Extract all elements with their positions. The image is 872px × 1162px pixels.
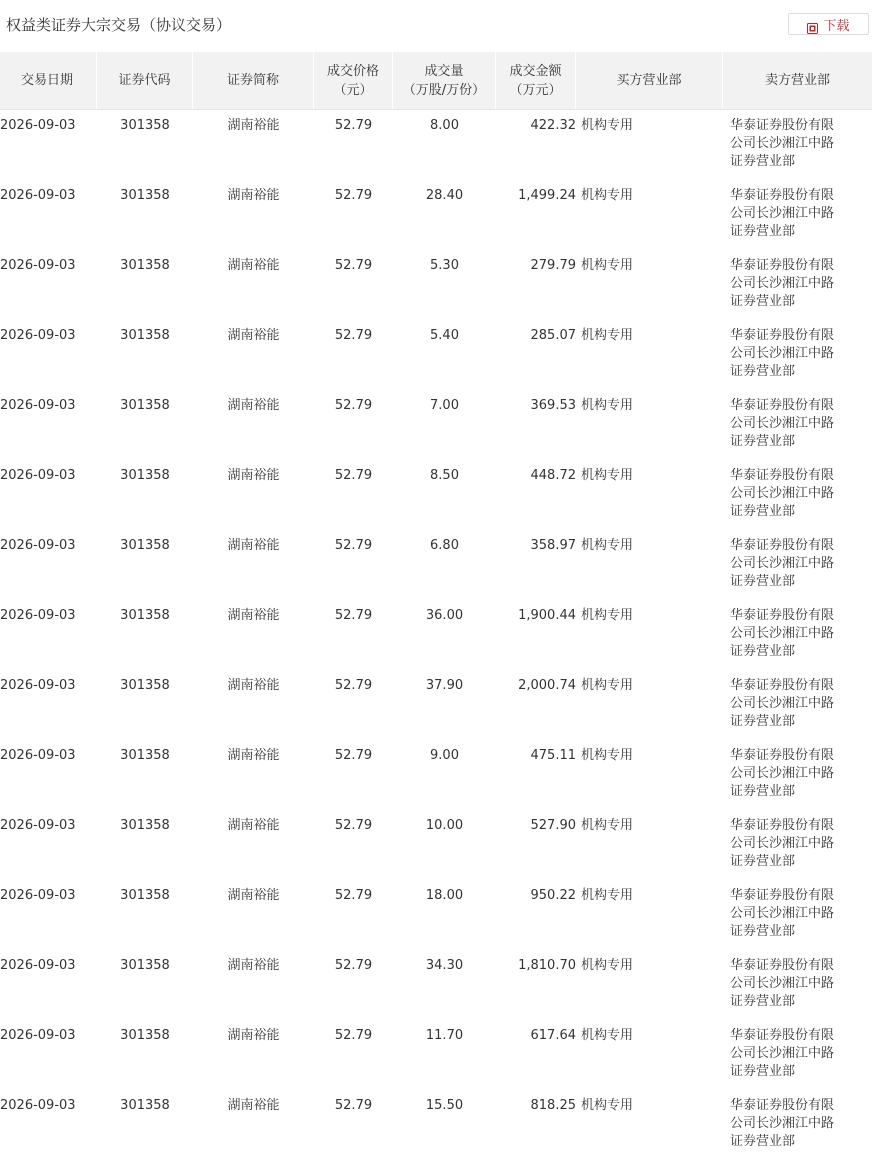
cell-volume: 11.70 xyxy=(425,1028,464,1043)
cell-security-name: 湖南裕能 xyxy=(227,608,280,623)
cell-price: 52.79 xyxy=(334,818,373,833)
cell-volume: 37.90 xyxy=(425,678,464,693)
table-row xyxy=(0,390,872,460)
cell-amount: 475.11 xyxy=(530,748,576,763)
cell-volume: 5.30 xyxy=(430,258,459,273)
column-header-security-code: 证券代码 xyxy=(97,52,193,109)
cell-trade-date: 2026-09-03 xyxy=(0,328,76,343)
cell-seller: 华泰证券股份有限公司长沙湘江中路证券营业部 xyxy=(730,888,835,939)
cell-amount: 369.53 xyxy=(530,398,576,413)
cell-buyer: 机构专用 xyxy=(581,468,634,483)
cell-buyer: 机构专用 xyxy=(581,118,634,133)
cell-seller: 华泰证券股份有限公司长沙湘江中路证券营业部 xyxy=(730,678,835,729)
cell-amount: 285.07 xyxy=(530,328,576,343)
table-row xyxy=(0,600,872,670)
cell-amount: 2,000.74 xyxy=(518,678,576,693)
cell-security-code: 301358 xyxy=(120,328,170,343)
cell-security-code: 301358 xyxy=(120,818,170,833)
cell-trade-date: 2026-09-03 xyxy=(0,608,76,623)
cell-amount: 279.79 xyxy=(530,258,576,273)
cell-security-code: 301358 xyxy=(120,1028,170,1043)
cell-volume: 6.80 xyxy=(430,538,459,553)
cell-buyer: 机构专用 xyxy=(581,188,634,203)
cell-security-code: 301358 xyxy=(120,398,170,413)
cell-buyer: 机构专用 xyxy=(581,538,634,553)
cell-amount: 1,810.70 xyxy=(518,958,576,973)
cell-volume: 34.30 xyxy=(425,958,464,973)
cell-security-name: 湖南裕能 xyxy=(227,328,280,343)
cell-security-name: 湖南裕能 xyxy=(227,748,280,763)
cell-volume: 5.40 xyxy=(430,328,459,343)
cell-security-code: 301358 xyxy=(120,258,170,273)
table-row xyxy=(0,810,872,880)
cell-amount: 818.25 xyxy=(530,1098,576,1113)
cell-volume: 10.00 xyxy=(425,818,464,833)
cell-security-name: 湖南裕能 xyxy=(227,468,280,483)
cell-price: 52.79 xyxy=(334,258,373,273)
cell-trade-date: 2026-09-03 xyxy=(0,468,76,483)
cell-price: 52.79 xyxy=(334,1028,373,1043)
cell-security-code: 301358 xyxy=(120,678,170,693)
cell-volume: 8.50 xyxy=(430,468,459,483)
cell-seller: 华泰证券股份有限公司长沙湘江中路证券营业部 xyxy=(730,188,835,239)
cell-security-code: 301358 xyxy=(120,958,170,973)
cell-seller: 华泰证券股份有限公司长沙湘江中路证券营业部 xyxy=(730,538,835,589)
cell-trade-date: 2026-09-03 xyxy=(0,748,76,763)
cell-security-name: 湖南裕能 xyxy=(227,118,280,133)
cell-security-name: 湖南裕能 xyxy=(227,188,280,203)
cell-security-code: 301358 xyxy=(120,1098,170,1113)
cell-price: 52.79 xyxy=(334,398,373,413)
cell-price: 52.79 xyxy=(334,888,373,903)
table-row xyxy=(0,740,872,810)
cell-price: 52.79 xyxy=(334,328,373,343)
cell-security-name: 湖南裕能 xyxy=(227,258,280,273)
cell-amount: 950.22 xyxy=(530,888,576,903)
cell-seller: 华泰证券股份有限公司长沙湘江中路证券营业部 xyxy=(730,258,835,309)
column-header-trade-date: 交易日期 xyxy=(0,52,97,109)
cell-amount: 422.32 xyxy=(530,118,576,133)
cell-volume: 28.40 xyxy=(425,188,464,203)
table-row xyxy=(0,530,872,600)
cell-trade-date: 2026-09-03 xyxy=(0,818,76,833)
column-header-volume: 成交量 （万股/万份） xyxy=(393,52,496,109)
cell-volume: 15.50 xyxy=(425,1098,464,1113)
cell-price: 52.79 xyxy=(334,608,373,623)
table-row xyxy=(0,1090,872,1160)
table-row xyxy=(0,950,872,1020)
cell-trade-date: 2026-09-03 xyxy=(0,118,76,133)
column-header-seller: 卖方营业部 xyxy=(764,73,830,88)
table-row xyxy=(0,1020,872,1090)
cell-seller: 华泰证券股份有限公司长沙湘江中路证券营业部 xyxy=(730,1098,835,1149)
column-header-price: 成交价格 （元） xyxy=(314,52,393,109)
cell-security-name: 湖南裕能 xyxy=(227,678,280,693)
page-title: 权益类证券大宗交易（协议交易） xyxy=(6,16,232,34)
cell-volume: 36.00 xyxy=(425,608,464,623)
cell-price: 52.79 xyxy=(334,678,373,693)
table-row xyxy=(0,180,872,250)
cell-price: 52.79 xyxy=(334,1098,373,1113)
cell-buyer: 机构专用 xyxy=(581,818,634,833)
cell-amount: 1,499.24 xyxy=(518,188,576,203)
cell-seller: 华泰证券股份有限公司长沙湘江中路证券营业部 xyxy=(730,468,835,519)
column-header-security-name: 证券简称 xyxy=(193,52,314,109)
cell-security-name: 湖南裕能 xyxy=(227,1028,280,1043)
cell-trade-date: 2026-09-03 xyxy=(0,258,76,273)
table-row xyxy=(0,320,872,390)
cell-trade-date: 2026-09-03 xyxy=(0,1028,76,1043)
cell-seller: 华泰证券股份有限公司长沙湘江中路证券营业部 xyxy=(730,328,835,379)
cell-buyer: 机构专用 xyxy=(581,608,634,623)
cell-price: 52.79 xyxy=(334,188,373,203)
download-button[interactable] xyxy=(788,13,869,35)
cell-security-code: 301358 xyxy=(120,468,170,483)
cell-security-name: 湖南裕能 xyxy=(227,1098,280,1113)
cell-security-code: 301358 xyxy=(120,608,170,623)
cell-amount: 1,900.44 xyxy=(518,608,576,623)
cell-buyer: 机构专用 xyxy=(581,748,634,763)
cell-price: 52.79 xyxy=(334,118,373,133)
cell-buyer: 机构专用 xyxy=(581,888,634,903)
table-row xyxy=(0,880,872,950)
cell-seller: 华泰证券股份有限公司长沙湘江中路证券营业部 xyxy=(730,958,835,1009)
title-bar xyxy=(0,0,872,50)
cell-price: 52.79 xyxy=(334,468,373,483)
cell-trade-date: 2026-09-03 xyxy=(0,678,76,693)
cell-seller: 华泰证券股份有限公司长沙湘江中路证券营业部 xyxy=(730,818,835,869)
cell-amount: 358.97 xyxy=(530,538,576,553)
cell-buyer: 机构专用 xyxy=(581,328,634,343)
cell-volume: 8.00 xyxy=(430,118,459,133)
cell-price: 52.79 xyxy=(334,958,373,973)
cell-trade-date: 2026-09-03 xyxy=(0,888,76,903)
cell-amount: 527.90 xyxy=(530,818,576,833)
cell-security-code: 301358 xyxy=(120,118,170,133)
cell-trade-date: 2026-09-03 xyxy=(0,1098,76,1113)
cell-trade-date: 2026-09-03 xyxy=(0,398,76,413)
cell-security-name: 湖南裕能 xyxy=(227,888,280,903)
cell-buyer: 机构专用 xyxy=(581,1098,634,1113)
cell-security-name: 湖南裕能 xyxy=(227,818,280,833)
cell-volume: 18.00 xyxy=(425,888,464,903)
cell-price: 52.79 xyxy=(334,538,373,553)
table-row xyxy=(0,250,872,320)
cell-volume: 9.00 xyxy=(430,748,459,763)
cell-amount: 617.64 xyxy=(530,1028,576,1043)
cell-security-code: 301358 xyxy=(120,888,170,903)
cell-security-name: 湖南裕能 xyxy=(227,958,280,973)
cell-trade-date: 2026-09-03 xyxy=(0,958,76,973)
table-row xyxy=(0,110,872,180)
table-row xyxy=(0,670,872,740)
cell-seller: 华泰证券股份有限公司长沙湘江中路证券营业部 xyxy=(730,118,835,169)
cell-buyer: 机构专用 xyxy=(581,678,634,693)
table-body xyxy=(0,110,872,1160)
cell-security-name: 湖南裕能 xyxy=(227,398,280,413)
cell-trade-date: 2026-09-03 xyxy=(0,188,76,203)
cell-security-code: 301358 xyxy=(120,188,170,203)
cell-buyer: 机构专用 xyxy=(581,958,634,973)
cell-seller: 华泰证券股份有限公司长沙湘江中路证券营业部 xyxy=(730,398,835,449)
cell-trade-date: 2026-09-03 xyxy=(0,538,76,553)
cell-amount: 448.72 xyxy=(530,468,576,483)
cell-seller: 华泰证券股份有限公司长沙湘江中路证券营业部 xyxy=(730,1028,835,1079)
block-trade-table xyxy=(0,52,872,1160)
column-header-amount: 成交金额 （万元） xyxy=(496,52,576,109)
cell-security-code: 301358 xyxy=(120,748,170,763)
cell-seller: 华泰证券股份有限公司长沙湘江中路证券营业部 xyxy=(730,748,835,799)
cell-buyer: 机构专用 xyxy=(581,258,634,273)
cell-seller: 华泰证券股份有限公司长沙湘江中路证券营业部 xyxy=(730,608,835,659)
column-header-buyer: 买方营业部 xyxy=(576,52,723,109)
table-row xyxy=(0,460,872,530)
cell-buyer: 机构专用 xyxy=(581,398,634,413)
cell-buyer: 机构专用 xyxy=(581,1028,634,1043)
cell-security-code: 301358 xyxy=(120,538,170,553)
pdf-download-icon xyxy=(807,19,818,30)
download-label: 下载 xyxy=(823,18,850,34)
table-header xyxy=(0,52,872,110)
cell-price: 52.79 xyxy=(334,748,373,763)
cell-volume: 7.00 xyxy=(430,398,459,413)
cell-security-name: 湖南裕能 xyxy=(227,538,280,553)
